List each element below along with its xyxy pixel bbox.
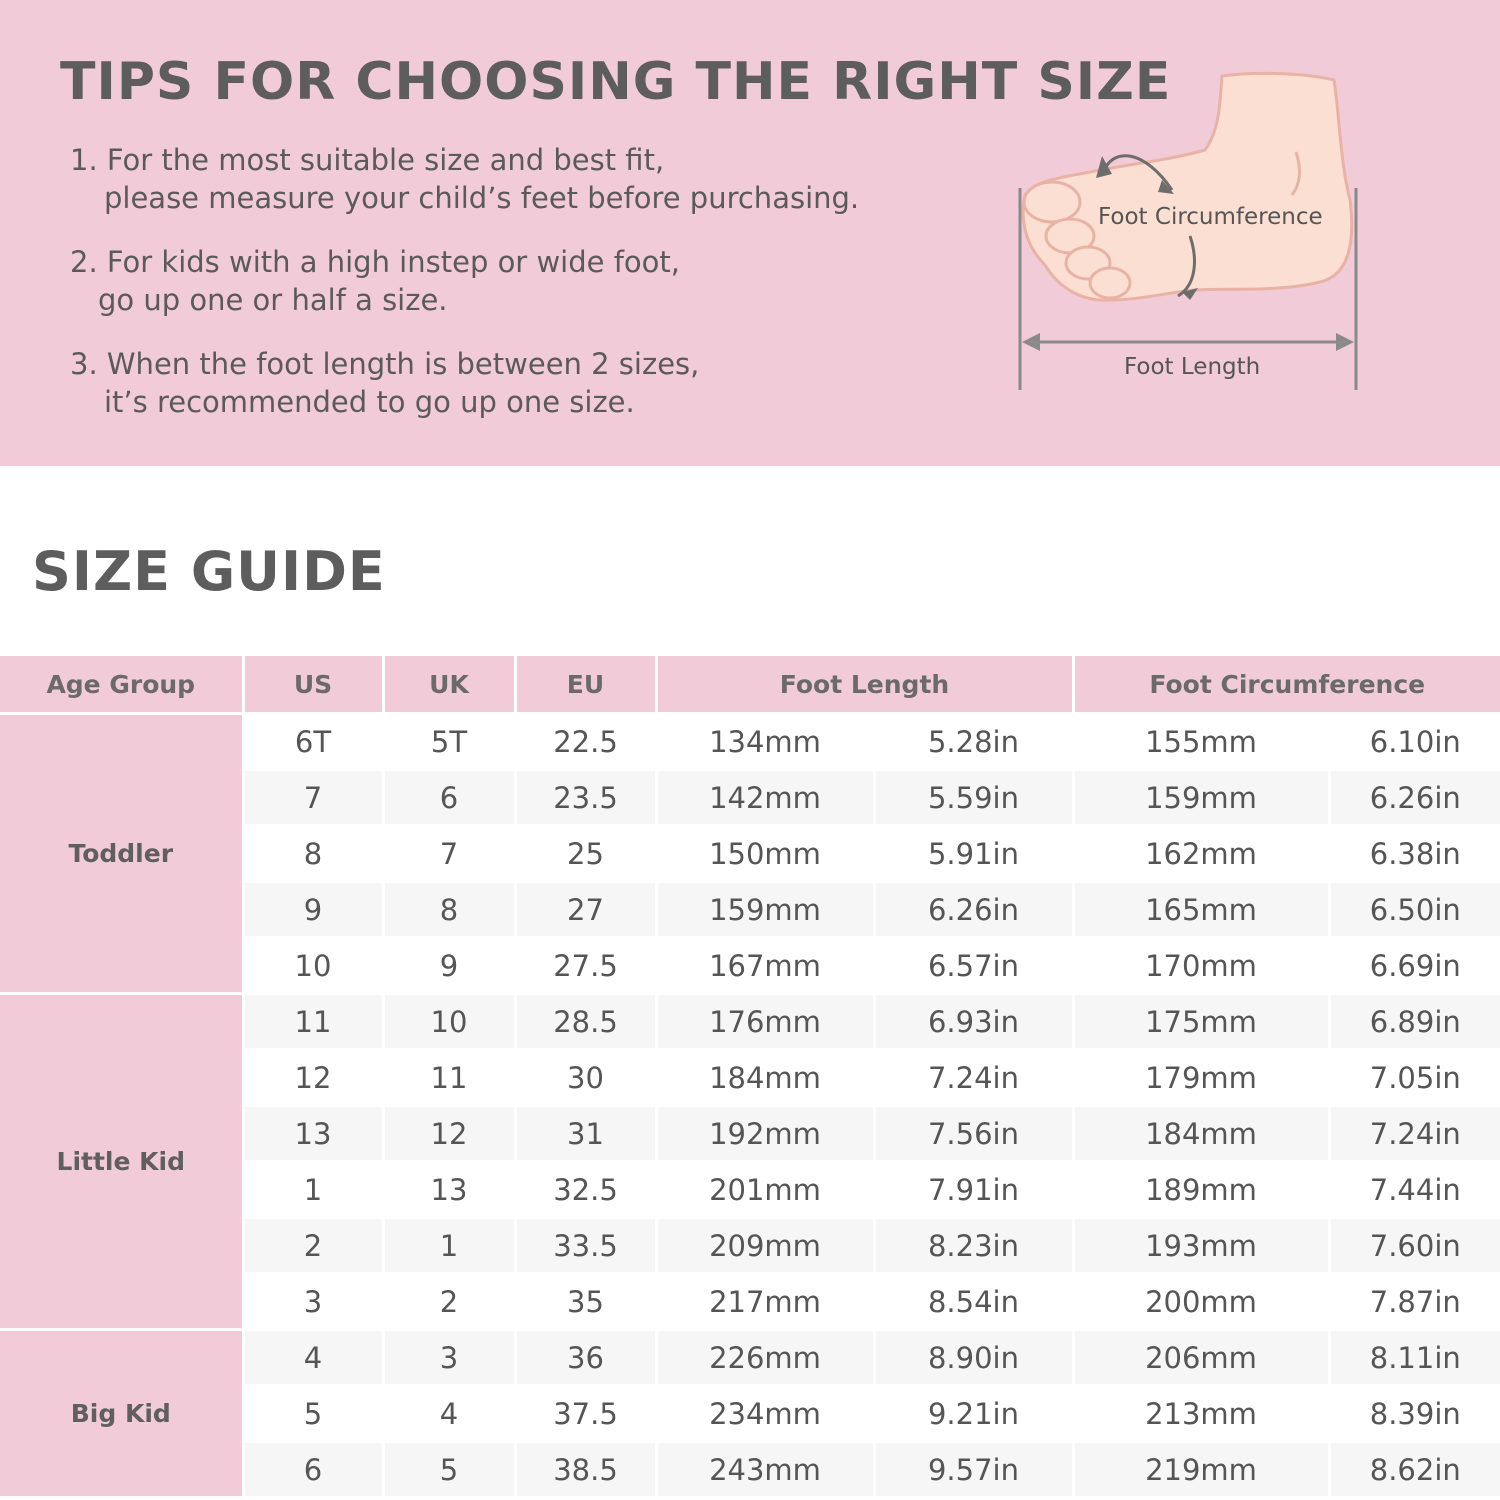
cell-fl-mm: 217mm bbox=[656, 1274, 874, 1330]
cell-uk: 1 bbox=[383, 1218, 515, 1274]
cell-us: 9 bbox=[243, 882, 383, 938]
cell-fc-in: 7.05in bbox=[1329, 1050, 1500, 1106]
cell-fl-mm: 234mm bbox=[656, 1386, 874, 1442]
cell-fc-mm: 170mm bbox=[1073, 938, 1329, 994]
cell-us: 2 bbox=[243, 1218, 383, 1274]
cell-uk: 6 bbox=[383, 770, 515, 826]
tip-3 bbox=[70, 345, 699, 421]
cell-eu: 33.5 bbox=[515, 1218, 656, 1274]
cell-uk: 11 bbox=[383, 1050, 515, 1106]
cell-fl-mm: 192mm bbox=[656, 1106, 874, 1162]
tips-section bbox=[0, 0, 1500, 466]
cell-fc-mm: 189mm bbox=[1073, 1162, 1329, 1218]
table-row bbox=[0, 994, 1500, 1050]
cell-fl-mm: 201mm bbox=[656, 1162, 874, 1218]
age-group-cell: Little Kid bbox=[0, 994, 243, 1330]
cell-fc-mm: 193mm bbox=[1073, 1218, 1329, 1274]
cell-fl-mm: 184mm bbox=[656, 1050, 874, 1106]
cell-fc-in: 7.24in bbox=[1329, 1106, 1500, 1162]
cell-us: 1 bbox=[243, 1162, 383, 1218]
cell-us: 8 bbox=[243, 826, 383, 882]
cell-fl-mm: 134mm bbox=[656, 714, 874, 770]
cell-us: 5 bbox=[243, 1386, 383, 1442]
cell-fc-mm: 213mm bbox=[1073, 1386, 1329, 1442]
cell-eu: 38.5 bbox=[515, 1442, 656, 1498]
cell-fc-mm: 200mm bbox=[1073, 1274, 1329, 1330]
cell-us: 7 bbox=[243, 770, 383, 826]
cell-fl-in: 6.93in bbox=[874, 994, 1073, 1050]
cell-fc-in: 6.10in bbox=[1329, 714, 1500, 770]
cell-eu: 37.5 bbox=[515, 1386, 656, 1442]
cell-fc-in: 7.60in bbox=[1329, 1218, 1500, 1274]
cell-fc-mm: 179mm bbox=[1073, 1050, 1329, 1106]
age-group-cell: Big Kid bbox=[0, 1330, 243, 1498]
cell-fl-mm: 167mm bbox=[656, 938, 874, 994]
table-row bbox=[0, 1330, 1500, 1386]
tip-2-line-1: 2. For kids with a high instep or wide foot, bbox=[70, 245, 680, 279]
cell-fc-mm: 219mm bbox=[1073, 1442, 1329, 1498]
tip-2-line-2: go up one or half a size. bbox=[98, 283, 448, 317]
cell-fl-mm: 159mm bbox=[656, 882, 874, 938]
size-guide-body bbox=[0, 714, 1500, 1498]
cell-us: 10 bbox=[243, 938, 383, 994]
cell-fc-in: 8.39in bbox=[1329, 1386, 1500, 1442]
header-age-group: Age Group bbox=[0, 656, 243, 714]
cell-fl-mm: 142mm bbox=[656, 770, 874, 826]
cell-eu: 28.5 bbox=[515, 994, 656, 1050]
header-us: US bbox=[243, 656, 383, 714]
cell-uk: 7 bbox=[383, 826, 515, 882]
cell-us: 6 bbox=[243, 1442, 383, 1498]
cell-fc-in: 7.44in bbox=[1329, 1162, 1500, 1218]
table-row bbox=[0, 714, 1500, 770]
cell-us: 3 bbox=[243, 1274, 383, 1330]
cell-us: 11 bbox=[243, 994, 383, 1050]
cell-uk: 13 bbox=[383, 1162, 515, 1218]
cell-fl-in: 8.54in bbox=[874, 1274, 1073, 1330]
cell-fc-mm: 175mm bbox=[1073, 994, 1329, 1050]
cell-eu: 30 bbox=[515, 1050, 656, 1106]
cell-fc-in: 8.11in bbox=[1329, 1330, 1500, 1386]
cell-fl-in: 9.21in bbox=[874, 1386, 1073, 1442]
cell-fl-in: 7.91in bbox=[874, 1162, 1073, 1218]
cell-uk: 5 bbox=[383, 1442, 515, 1498]
cell-fc-mm: 159mm bbox=[1073, 770, 1329, 826]
header-eu: EU bbox=[515, 656, 656, 714]
cell-eu: 31 bbox=[515, 1106, 656, 1162]
size-guide-table bbox=[0, 656, 1500, 1499]
foot-length-label: Foot Length bbox=[1124, 354, 1261, 380]
cell-eu: 36 bbox=[515, 1330, 656, 1386]
cell-us: 6T bbox=[243, 714, 383, 770]
foot-measurement-diagram bbox=[1000, 60, 1380, 400]
cell-fl-in: 7.56in bbox=[874, 1106, 1073, 1162]
cell-fl-mm: 176mm bbox=[656, 994, 874, 1050]
cell-fc-in: 8.62in bbox=[1329, 1442, 1500, 1498]
cell-fl-mm: 209mm bbox=[656, 1218, 874, 1274]
tips-title: TIPS FOR CHOOSING THE RIGHT SIZE bbox=[60, 52, 1172, 112]
cell-fc-mm: 155mm bbox=[1073, 714, 1329, 770]
cell-fl-in: 6.26in bbox=[874, 882, 1073, 938]
cell-fc-mm: 184mm bbox=[1073, 1106, 1329, 1162]
cell-fl-in: 5.28in bbox=[874, 714, 1073, 770]
cell-uk: 12 bbox=[383, 1106, 515, 1162]
cell-eu: 23.5 bbox=[515, 770, 656, 826]
header-foot-length: Foot Length bbox=[656, 656, 1073, 714]
cell-fc-mm: 162mm bbox=[1073, 826, 1329, 882]
cell-fc-in: 6.89in bbox=[1329, 994, 1500, 1050]
cell-fl-mm: 226mm bbox=[656, 1330, 874, 1386]
cell-eu: 22.5 bbox=[515, 714, 656, 770]
size-guide-title: SIZE GUIDE bbox=[32, 540, 386, 603]
cell-fc-mm: 206mm bbox=[1073, 1330, 1329, 1386]
cell-fl-in: 5.91in bbox=[874, 826, 1073, 882]
header-foot-circumference: Foot Circumference bbox=[1073, 656, 1500, 714]
cell-fl-in: 8.90in bbox=[874, 1330, 1073, 1386]
cell-fc-in: 6.50in bbox=[1329, 882, 1500, 938]
cell-eu: 25 bbox=[515, 826, 656, 882]
tip-1 bbox=[70, 141, 859, 217]
cell-fc-mm: 165mm bbox=[1073, 882, 1329, 938]
cell-eu: 35 bbox=[515, 1274, 656, 1330]
cell-eu: 32.5 bbox=[515, 1162, 656, 1218]
cell-fl-in: 8.23in bbox=[874, 1218, 1073, 1274]
cell-fc-in: 6.38in bbox=[1329, 826, 1500, 882]
cell-fl-in: 9.57in bbox=[874, 1442, 1073, 1498]
cell-fl-in: 7.24in bbox=[874, 1050, 1073, 1106]
table-header-row bbox=[0, 656, 1500, 714]
cell-uk: 8 bbox=[383, 882, 515, 938]
tip-1-line-2: please measure your child’s feet before purchasing. bbox=[104, 181, 860, 215]
cell-us: 4 bbox=[243, 1330, 383, 1386]
cell-fc-in: 6.26in bbox=[1329, 770, 1500, 826]
foot-circumference-label: Foot Circumference bbox=[1098, 204, 1323, 230]
cell-uk: 3 bbox=[383, 1330, 515, 1386]
cell-uk: 2 bbox=[383, 1274, 515, 1330]
cell-fl-mm: 150mm bbox=[656, 826, 874, 882]
tip-3-line-2: it’s recommended to go up one size. bbox=[104, 385, 635, 419]
tip-3-line-1: 3. When the foot length is between 2 sizes, bbox=[70, 347, 700, 381]
cell-eu: 27.5 bbox=[515, 938, 656, 994]
cell-us: 12 bbox=[243, 1050, 383, 1106]
baby-foot-measurement-icon bbox=[1000, 60, 1380, 400]
cell-fl-in: 6.57in bbox=[874, 938, 1073, 994]
cell-uk: 9 bbox=[383, 938, 515, 994]
cell-uk: 10 bbox=[383, 994, 515, 1050]
cell-eu: 27 bbox=[515, 882, 656, 938]
cell-fl-in: 5.59in bbox=[874, 770, 1073, 826]
tip-1-line-1: 1. For the most suitable size and best fit, bbox=[70, 143, 665, 177]
cell-uk: 5T bbox=[383, 714, 515, 770]
cell-fc-in: 7.87in bbox=[1329, 1274, 1500, 1330]
cell-us: 13 bbox=[243, 1106, 383, 1162]
cell-fc-in: 6.69in bbox=[1329, 938, 1500, 994]
cell-uk: 4 bbox=[383, 1386, 515, 1442]
cell-fl-mm: 243mm bbox=[656, 1442, 874, 1498]
tip-2 bbox=[70, 243, 680, 319]
age-group-cell: Toddler bbox=[0, 714, 243, 994]
header-uk: UK bbox=[383, 656, 515, 714]
